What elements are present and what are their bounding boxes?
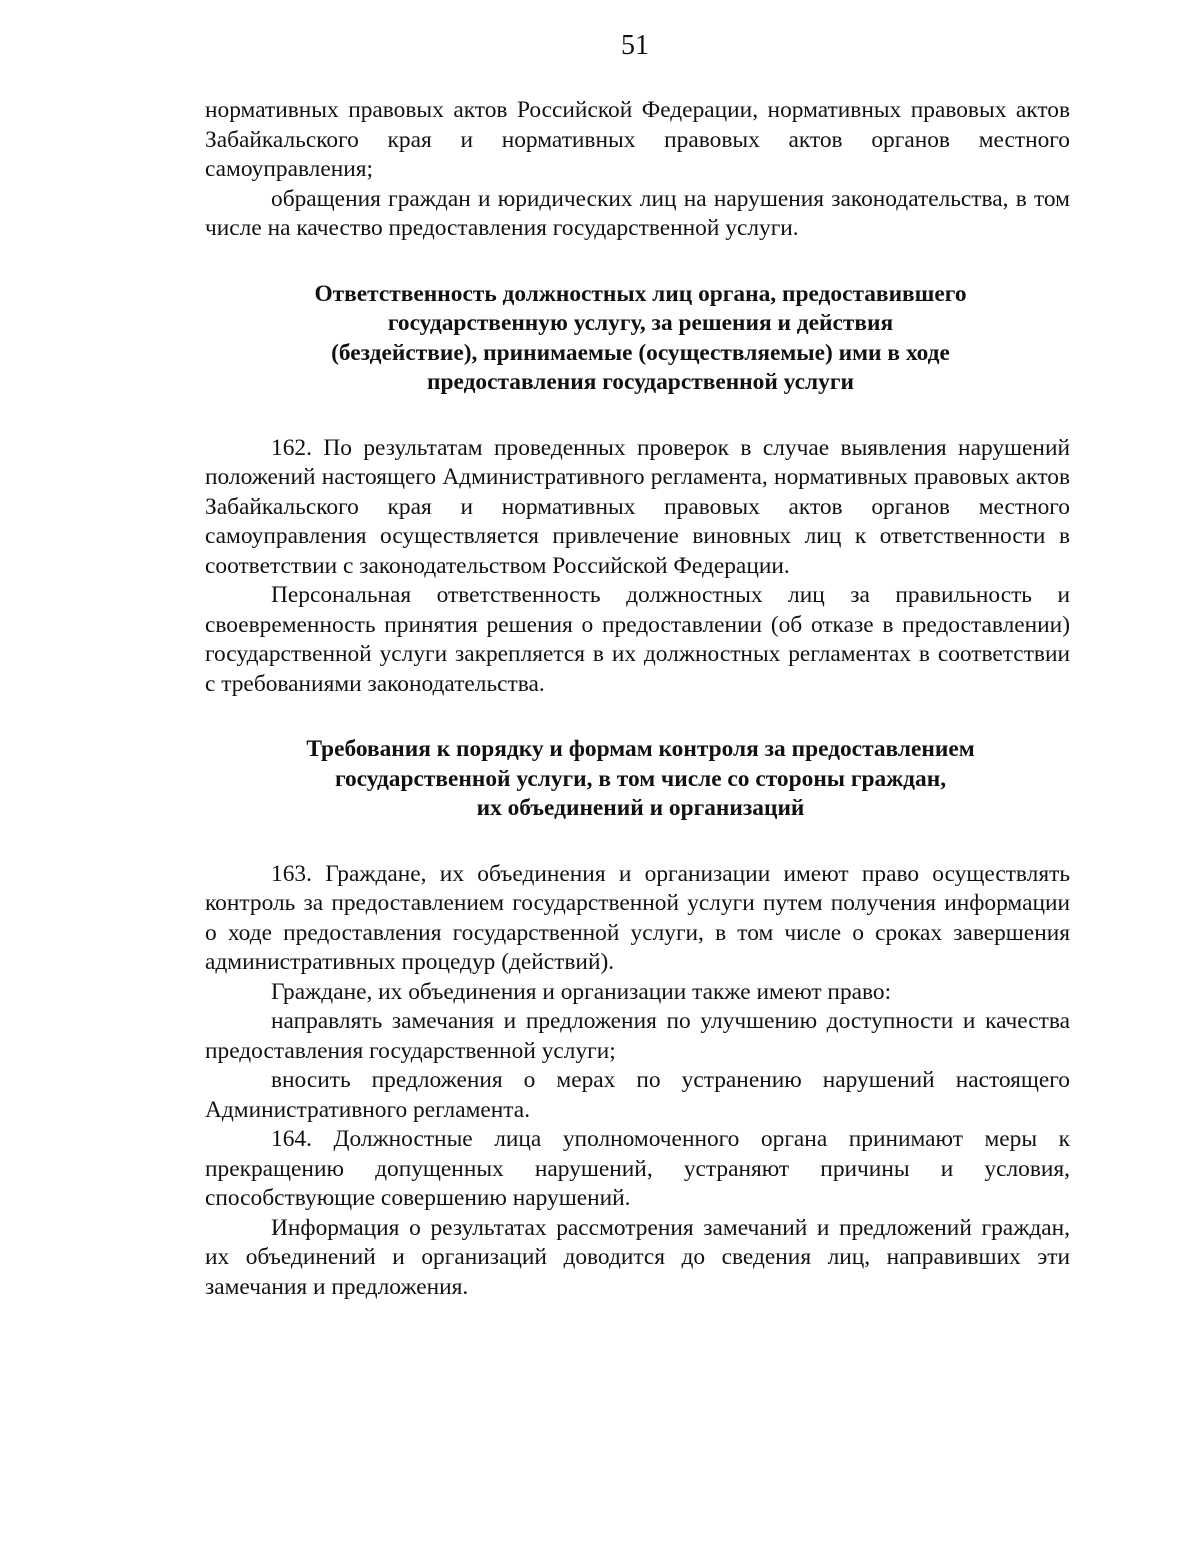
section-control-body [205, 860, 1070, 1303]
heading-line: Требования к порядку и формам контроля за предоставлением [306, 736, 975, 762]
paragraph-162: 162. По результатам проведенных проверок в случае выявления нарушений положений настоящего Административного регламента, нормативных правовых актов Забайкальского края и нормативных правовых актов органов местного самоуправления осуществляется привлечение виновных лиц к ответственности в соответствии с законодательством Российской Федерации. [205, 434, 1070, 579]
paragraph: направлять замечания и предложения по улучшению доступности и качества предоставления государственной услуги; [205, 1008, 1070, 1064]
section-heading-control-requirements [205, 735, 1070, 824]
paragraph: нормативных правовых актов Российской Федерации, нормативных правовых актов Забайкальского края и нормативных правовых актов органов местного самоуправления; [205, 97, 1070, 182]
page-number: 51 [621, 30, 649, 61]
heading-line: предоставления государственной услуги [427, 369, 854, 395]
heading-line: государственной услуги, в том числе со стороны граждан, [334, 765, 947, 792]
paragraph: Персональная ответственность должностных лиц за правильность и своевременность принятия решения о предоставлении (об отказе в предоставлении) государственной услуги закрепляется в их должностных регламентах в соответствии с требованиями законодательства. [205, 582, 1070, 697]
document-body [205, 96, 1070, 1302]
paragraph-163: 163. Граждане, их объединения и организации имеют право осуществлять контроль за предоставлением государственной услуги путем получения информации о ходе предоставления государственной услуги, в том числе о сроках завершения административных процедур (действий). [205, 860, 1070, 975]
paragraph-164: 164. Должностные лица уполномоченного органа принимают меры к прекращению допущенных нарушений, устраняют причины и условия, способствующие совершению нарушений. [205, 1126, 1070, 1211]
paragraph: обращения граждан и юридических лиц на нарушения законодательства, в том числе на качество предоставления государственной услуги. [205, 185, 1070, 241]
section-heading-responsibility [205, 280, 1070, 398]
heading-line: (бездействие), принимаемые (осуществляемые) ими в ходе [331, 339, 950, 366]
heading-line: Ответственность должностных лиц органа, предоставившего [314, 280, 967, 307]
paragraph: Граждане, их объединения и организации также имеют право: [271, 978, 892, 1005]
paragraph: вносить предложения о мерах по устранению нарушений настоящего Административного регламента. [205, 1067, 1070, 1123]
heading-line: их объединений и организаций [476, 795, 805, 821]
heading-line: государственную услугу, за решения и действия [387, 310, 894, 336]
section-responsibility-body [205, 434, 1070, 700]
paragraph: Информация о результатах рассмотрения замечаний и предложений граждан, их объединений и организаций доводится до сведения лиц, направивших эти замечания и предложения. [205, 1214, 1070, 1300]
